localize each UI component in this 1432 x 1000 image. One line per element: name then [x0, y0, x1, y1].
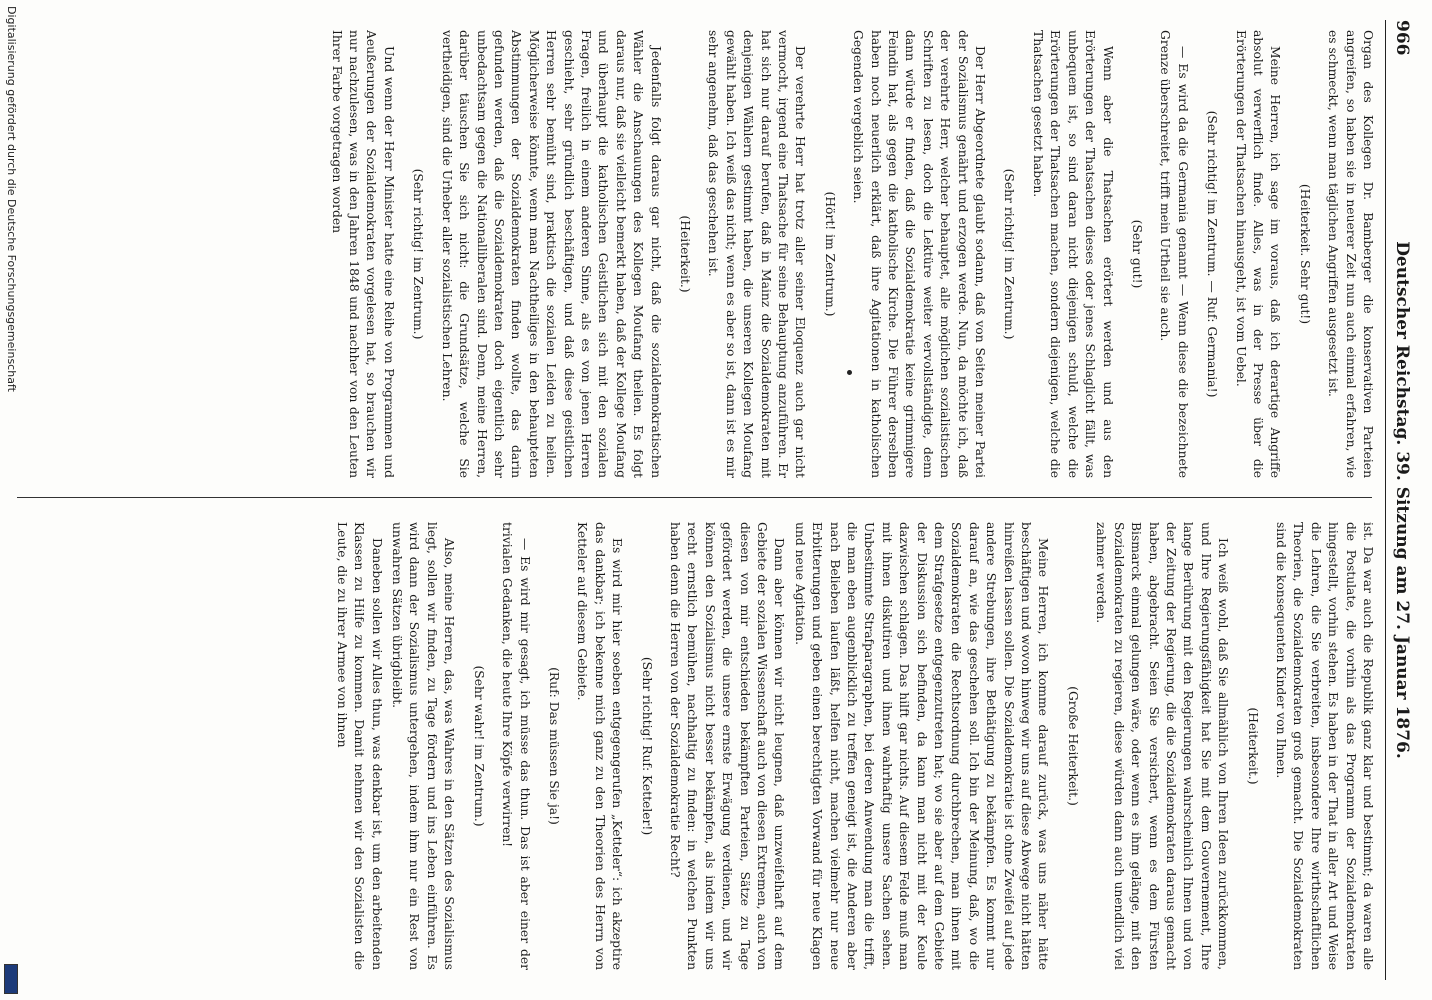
page-number: 966 — [1392, 20, 1412, 56]
paragraph: Es wird mir hier soeben entgegengerufen „Ketteler“: ich akzeptire das dankbar; ich bekenne mich ganz zu den Theorien des Herrn von Ketteler auf diesem Gebiete. — [575, 522, 625, 970]
paragraph: Der verehrte Herr hat trotz aller seiner Eloquenz auch gar nicht vermocht, irgend eine Thatsache für seine Behauptung anzuführen. Er hat sich nur darauf berufen, daß in Mainz die Sozialdemokraten mit denjenigen Wählern gestimmt haben, die unseren Kollegen Moufang gewählt haben. Ich weiß das nicht; wenn es aber so ist, dann ist es mir sehr angenehm, daß das geschehen ist. — [706, 30, 808, 478]
page-footer — [0, 0, 20, 1000]
interjection: (Sehr richtig! Ruf: Ketteler!) — [639, 656, 654, 836]
dfg-logo — [4, 964, 18, 994]
paragraph: — Es wird da die Germania genannt — Wenn diese die bezeichnete Grenze überschreitet, trifft mein Urtheil sie auch. — [1158, 30, 1190, 478]
paragraph: Also, meine Herren, das, was Wahres in den Sätzen des Sozialismus liegt, sollen wir finden, zu Tage fördern und ins Leben einführen. Es wird dann der Sozialismus untergehen, indem ihm nur ein Rest von unwahren Sätzen übrigbleibt. — [390, 522, 457, 970]
interjection: (Sehr richtig! im Zentrum. — Ruf: Germania!) — [1205, 110, 1220, 398]
paragraph: — Es wird mir gesagt, ich müsse das thun. Das ist aber einer der trivialen Gedanken, die heute Ihre Köpfe verwirren! — [500, 522, 532, 970]
ink-dot — [847, 370, 852, 375]
column-divider — [17, 497, 1372, 498]
interjection: (Heiterkeit.) — [678, 215, 692, 293]
interjection: (Heiterkeit. Sehr gut!) — [1297, 183, 1312, 325]
interjection: (Sehr wahr! im Zentrum.) — [471, 665, 486, 827]
page-header — [1385, 20, 1418, 980]
interjection: (Hört! im Zentrum.) — [822, 191, 837, 317]
interjection: (Ruf: Das müssen Sie ja!) — [546, 667, 561, 825]
paragraph: Dann aber können wir nicht leugnen, daß unzweifelhaft auf dem Gebiete der sozialen Wissenschaft auch von diesen Extremen, auch von diesen von mir entschieden bekämpften Parteien, Sätze zu Tage gefördert werden, die unsere ernste Erwägung verdienen, und wir können den Sozialismus nicht besser bekämpfen, als indem wir uns recht ernstlich bemühen, nachhaltig zu finden: in welchen Punkten haben denn die Herren von der Sozialdemokratie Recht? — [667, 522, 787, 970]
paragraph: ist. Da war auch die Republik ganz klar und bestimmt; da waren alle die Postulate, die vorhin als das Programm der Sozialdemokraten hingestellt, vorhin stehen. Es haben in der That in aller Art und Weise die Lehren, die Sie verbreiten, insbesondere Ihre wirthschaftlichen Theorien, die Sozialdemokraten groß gemacht. Die Sozialdemokraten sind die konsequenten Kinder von Ihnen. — [1273, 522, 1375, 970]
paragraph: Und wenn der Herr Minister hatte eine Reihe von Programmen und Aeußerungen der Sozialdemokraten vorgelesen hat, so brauchen wir nur nachzulesen, was in den Jahren 1848 und nachher von den Leuten Ihrer Farbe vorgetragen worden — [329, 30, 396, 478]
page-title: Deutscher Reichstag. 39. Sitzung am 27. Januar 1876. — [1392, 241, 1412, 759]
paragraph: Wenn aber die Thatsachen erörtert werden und aus den Erörterungen der Thatsachen dieses oder jenes Schlaglicht fällt, was unbequem ist, so sind daran nicht diejenigen schuld, welche die Erörterungen der Thatsachen machen, sondern diejenigen, welche die Thatsachen gesetzt haben. — [1030, 30, 1115, 478]
paragraph: Meine Herren, ich sage im voraus, daß ich derartige Angriffe absolut verwerflich finde. Alles, was in der Presse über die Erörterungen der Thatsachen hinausgeht, ist vom Uebel. — [1233, 30, 1283, 478]
funding-note: Digitalisierung gefördert durch die Deutsche Forschungsgemeinschaft — [5, 6, 18, 392]
interjection: (Große Heiterkeit.) — [1065, 686, 1080, 806]
paragraph: Ich weiß wohl, daß Sie allmählich von Ihren Ideen zurückkommen, und Ihre Regierungsfähigkeit hat Sie mit dem Gouvernement, Ihre lange Berührung mit den Regierungen wahrscheinlich Ihnen und von der Zeitung der Regierung, die die Sozialdemokraten daraus gemacht haben, abgebracht. Seien Sie versichert, wenn es dem Fürsten Bismarck einmal gelungen wäre, oder wenn es ihm gelänge, mit den Sozialdemokraten zu regieren, diese würden dann auch unendlich viel zahmer werden. — [1094, 522, 1231, 970]
interjection: (Sehr richtig! im Zentrum.) — [411, 168, 426, 340]
paragraph: Jedenfalls folgt daraus gar nicht, daß die sozialdemokratischen Wähler die Anschauungen des Kollegen Moufang theilen. Es folgt daraus nur, daß sie vielleicht bemerkt haben, daß der Kollege Moufang und überhaupt die katholischen Geistlichen sich mit den sozialen Fragen, freilich in einem anderen Sinne, als es von jenen Herren geschieht, sehr gründlich beschäftigen, und daß diese geistlichen Herren sehr bemüht sind, praktisch die sozialen Leiden zu heilen. Möglicherweise könnte, wenn man Nachtheiliges in den behaupteten Abstimmungen der Sozialdemokraten finden wollte, das darin gefunden werden, daß die Sozialdemokraten doch eigentlich sehr unbedachtsam gegen die Nationalliberalen sind. Denn, meine Herren, darüber täuschen Sie sich nicht: die Grundsätze, welche Sie vertheidigen, sind die Urheber aller sozialistischen Lehren. — [439, 30, 663, 478]
interjection: (Sehr gut!) — [1129, 219, 1144, 289]
paragraph: Der Herr Abgeordnete glaubt sodann, daß von Seiten meiner Partei der Sozialismus genährt und erzogen werde. Nun, da möchte ich, daß der verehrte Herr, welcher behauptet, alle möglichen sozialistischen Schriften zu lesen, doch die Lektüre weiter vervollständigte, denn dann würde er finden, daß die Sozialdemokratie keine grimmigere Feindin hat, als gegen die katholische Kirche. Die Führer derselben haben noch neuerlich erklärt, daß ihre Agitationen in katholischen Gegenden vergeblich seien. — [851, 30, 988, 478]
right-column — [16, 522, 1376, 970]
interjection: (Heiterkeit.) — [1245, 707, 1260, 785]
paragraph: Daneben sollen wir Alles thun, was denkbar ist, um den arbeitenden Klassen zu Hilfe zu kommen. Damit nehmen wir den Sozialisten die Leute, die zu ihrer Armee von ihnen — [334, 522, 384, 970]
paragraph: Organ des Kollegen Dr. Bamberger die konservativen Parteien angreifen, so haben sie in neuerer Zeit nun auch einmal erfahren, wie es schmeckt, wenn man täglichen Angriffen ausgesetzt ist. — [1326, 30, 1375, 478]
left-column — [16, 30, 1376, 478]
paragraph: Meine Herren, ich komme darauf zurück, was uns näher hätte beschäftigen und wovon hinweg wir uns auf diese Abwege nicht hätten hinreißen lassen sollen. Die Sozialdemokratie ist ohne Zweifel auf jede andere Strebungen, ihre Bethätigung zu bekämpfen. Es kommt nur darauf an, wie das geschehen soll. Ich bin der Meinung, daß, wo die Sozialdemokraten die Rechtsordnung durchbrechen, man ihnen mit dem Strafgesetze entgegenzutreten hat; wo sie aber auf dem Gebiete der Diskussion sich befinden, da kann man nicht mit der Keule dazwischen schlagen. Das hilft gar nichts. Auf diesem Felde muß man mit ihnen diskutiren und ihnen wahrhaftig unsere Sachen sehen. Unbestimmte Strafparagraphen, bei deren Anwendung man die trifft, die man eben augenblicklich zu treffen geneigt ist, die Anderen aber nach Belieben laufen läßt, helfen nicht, machen vielmehr nur neue Erbitterungen und geben einen berechtigten Vorwand für neue Klagen und neue Agitation. — [792, 522, 1051, 970]
interjection: (Sehr richtig! im Zentrum.) — [1002, 168, 1017, 340]
